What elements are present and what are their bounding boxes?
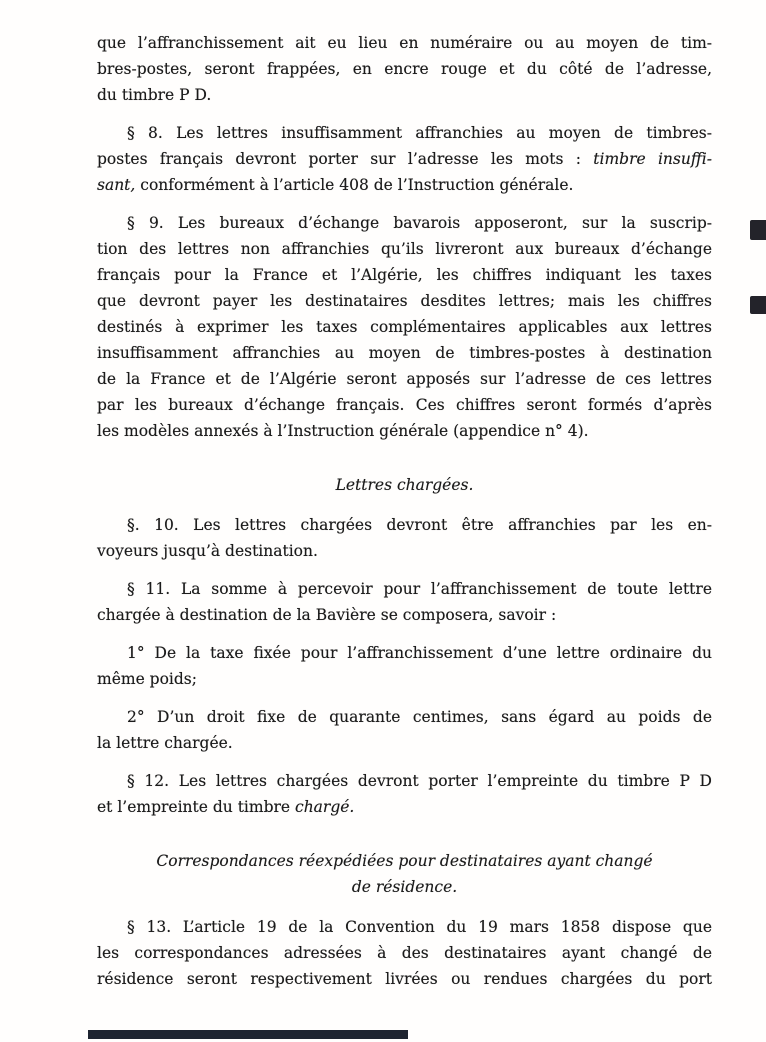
- paragraph: [97, 512, 712, 564]
- text-line: [97, 538, 712, 564]
- text-run: conformément à l’article 408 de l’Instruction générale.: [135, 176, 574, 194]
- text-line: [97, 82, 712, 108]
- italic-text-run: Lettres chargées.: [335, 476, 474, 494]
- text-line: [97, 340, 712, 366]
- text-run: §. 10. Les lettres chargées devront être affranchies par les en-: [127, 516, 712, 534]
- text-line: [97, 262, 712, 288]
- scan-edge-mark: [750, 296, 766, 314]
- paragraph: [97, 914, 712, 992]
- text-run: § 13. L’article 19 de la Convention du 19 mars 1858 dispose que: [127, 918, 712, 936]
- text-run: § 8. Les lettres insuffisamment affranchies au moyen de timbres-: [127, 124, 712, 142]
- scan-bottom-bar: [88, 1030, 408, 1039]
- text-line: [97, 602, 712, 628]
- italic-text-run: Correspondances réexpédiées pour destinataires ayant changé: [156, 852, 653, 870]
- text-line: [97, 392, 712, 418]
- paragraph: [97, 704, 712, 756]
- paragraph: [97, 210, 712, 444]
- text-run: destinés à exprimer les taxes complémentaires applicables aux lettres: [97, 318, 712, 336]
- text-run: que l’affranchissement ait eu lieu en numéraire ou au moyen de tim-: [97, 34, 712, 52]
- italic-text-run: sant,: [97, 176, 136, 194]
- text-line: [97, 288, 712, 314]
- text-run: § 11. La somme à percevoir pour l’affranchissement de toute lettre: [127, 580, 712, 598]
- text-line: [97, 366, 712, 392]
- text-line: [97, 794, 712, 820]
- text-line: [97, 914, 712, 940]
- text-line: [97, 704, 712, 730]
- text-line: [97, 146, 712, 172]
- text-line: [97, 874, 712, 900]
- text-run: § 9. Les bureaux d’échange bavarois apposeront, sur la suscrip-: [127, 214, 712, 232]
- text-line: [97, 210, 712, 236]
- text-run: du timbre P D.: [97, 86, 212, 104]
- text-line: [97, 172, 712, 198]
- text-line: [97, 472, 712, 498]
- italic-text-run: timbre insuffi-: [593, 150, 712, 168]
- text-run: bres-postes, seront frappées, en encre rouge et du côté de l’adresse,: [97, 60, 712, 78]
- text-line: [97, 768, 712, 794]
- text-line: [97, 56, 712, 82]
- text-run: tion des lettres non affranchies qu’ils livreront aux bureaux d’échange: [97, 240, 712, 258]
- text-run: par les bureaux d’échange français. Ces chiffres seront formés d’après: [97, 396, 712, 414]
- text-run: chargée à destination de la Bavière se composera, savoir :: [97, 606, 557, 624]
- text-line: [97, 30, 712, 56]
- text-run: 1° De la taxe fixée pour l’affranchissement d’une lettre ordinaire du: [127, 644, 712, 662]
- section-heading: [97, 472, 712, 498]
- text-line: [97, 120, 712, 146]
- text-line: [97, 730, 712, 756]
- text-run: les modèles annexés à l’Instruction générale (appendice n° 4).: [97, 422, 589, 440]
- text-run: résidence seront respectivement livrées ou rendues chargées du port: [97, 970, 712, 988]
- text-run: la lettre chargée.: [97, 734, 233, 752]
- text-run: de la France et de l’Algérie seront apposés sur l’adresse de ces lettres: [97, 370, 712, 388]
- text-run: 2° D’un droit fixe de quarante centimes, sans égard au poids de: [127, 708, 712, 726]
- text-line: [97, 418, 712, 444]
- paragraph: [97, 640, 712, 692]
- italic-text-run: chargé.: [295, 798, 355, 816]
- text-line: [97, 666, 712, 692]
- text-line: [97, 576, 712, 602]
- text-line: [97, 966, 712, 992]
- italic-text-run: de résidence.: [351, 878, 458, 896]
- scan-edge-mark: [750, 220, 766, 240]
- text-column: [97, 30, 712, 992]
- section-heading: [97, 848, 712, 900]
- text-line: [97, 940, 712, 966]
- text-run: § 12. Les lettres chargées devront porter l’empreinte du timbre P D: [127, 772, 712, 790]
- text-run: et l’empreinte du timbre: [97, 798, 296, 816]
- text-run: insuffisamment affranchies au moyen de timbres-postes à destination: [97, 344, 712, 362]
- text-run: voyeurs jusqu’à destination.: [97, 542, 318, 560]
- text-line: [97, 314, 712, 340]
- text-line: [97, 512, 712, 538]
- text-run: français pour la France et l’Algérie, les chiffres indiquant les taxes: [97, 266, 712, 284]
- paragraph: [97, 120, 712, 198]
- text-run: que devront payer les destinataires desdites lettres; mais les chiffres: [97, 292, 712, 310]
- text-line: [97, 640, 712, 666]
- text-line: [97, 236, 712, 262]
- paragraph: [97, 576, 712, 628]
- paragraph: [97, 768, 712, 820]
- text-line: [97, 848, 712, 874]
- text-run: les correspondances adressées à des destinataires ayant changé de: [97, 944, 712, 962]
- paragraph: [97, 30, 712, 108]
- text-run: même poids;: [97, 670, 197, 688]
- text-run: postes français devront porter sur l’adresse les mots :: [97, 150, 594, 168]
